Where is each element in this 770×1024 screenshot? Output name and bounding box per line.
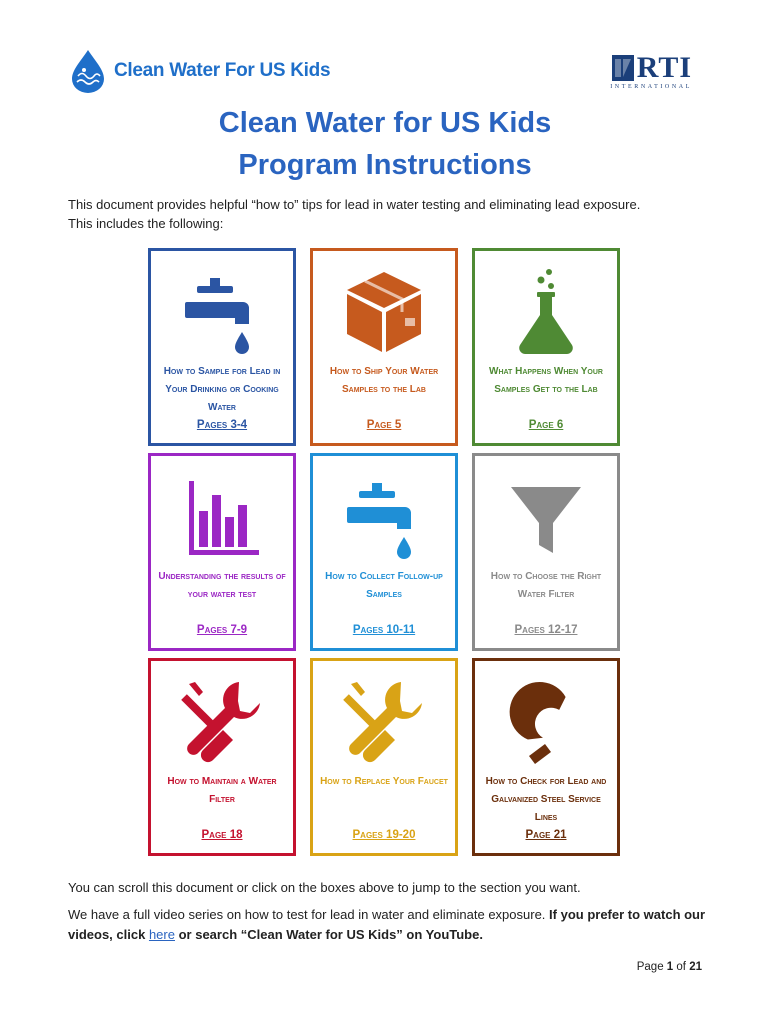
tile-pages-link[interactable]: Page 18 xyxy=(201,829,243,841)
video-bold-text-b: or search “Clean Water for US Kids” on YouTube. xyxy=(178,927,483,942)
page-title xyxy=(0,102,770,186)
intro-line-2: This includes the following: xyxy=(68,216,224,231)
tile-art xyxy=(475,261,617,361)
rti-mark-icon xyxy=(612,55,634,81)
tile-art xyxy=(151,466,293,566)
page-number xyxy=(637,961,702,973)
tile-maintain-filter[interactable] xyxy=(148,658,296,856)
tile-ship-samples[interactable] xyxy=(310,248,458,446)
tile-art xyxy=(313,671,455,771)
tile-pages-link[interactable]: Page 5 xyxy=(366,419,402,431)
tile-replace-faucet[interactable] xyxy=(310,658,458,856)
tile-caption: How to Ship Your Water Samples to the Lab xyxy=(329,366,439,395)
tile-pages-link[interactable]: Pages 7-9 xyxy=(196,624,248,636)
intro-line-1: This document provides helpful “how to” tips for lead in water testing and eliminating lead exposure. xyxy=(68,197,641,212)
youtube-here-link[interactable]: here xyxy=(148,927,175,942)
tile-pages-link[interactable]: Page 6 xyxy=(528,419,564,431)
brand xyxy=(68,48,330,94)
video-bold-text-a: If you prefer to watch our videos, click xyxy=(68,907,706,942)
tile-follow-up-samples[interactable] xyxy=(310,453,458,651)
scroll-text: You can scroll this document or click on the boxes above to jump to the section you want. xyxy=(68,880,581,895)
tile-pages-link[interactable]: Pages 3-4 xyxy=(196,419,248,431)
flask-icon xyxy=(501,266,591,356)
rti-logo-subtext: INTERNATIONAL xyxy=(610,84,692,90)
tile-art xyxy=(313,261,455,361)
page-header xyxy=(68,44,692,96)
tile-art xyxy=(475,466,617,566)
tile-art xyxy=(151,671,293,771)
tile-caption: How to Maintain a Water Filter xyxy=(167,776,277,805)
tile-caption: How to Collect Follow-up Samples xyxy=(325,571,443,600)
title-line-2: Program Instructions xyxy=(238,149,532,181)
tile-caption: How to Choose the Right Water Filter xyxy=(490,571,602,600)
tile-caption: Understanding the results of your water test xyxy=(158,571,286,600)
water-drop-logo-icon xyxy=(68,48,108,94)
total-pages: 21 xyxy=(689,961,702,973)
tile-art xyxy=(475,671,617,771)
of-word: of xyxy=(676,961,686,973)
tile-caption: How to Replace Your Faucet xyxy=(320,776,448,787)
tile-understand-results[interactable] xyxy=(148,453,296,651)
tools-icon xyxy=(339,676,429,766)
tile-art xyxy=(313,466,455,566)
brand-title: Clean Water For US Kids xyxy=(114,60,331,81)
tile-pages-link[interactable]: Page 21 xyxy=(525,829,567,841)
bar-chart-icon xyxy=(177,471,267,561)
video-text: We have a full video series on how to test for lead in water and eliminate exposure. xyxy=(68,907,546,922)
tile-pages-link[interactable]: Pages 10-11 xyxy=(352,624,416,636)
magnet-icon xyxy=(501,676,591,766)
tile-pages-link[interactable]: Pages 12-17 xyxy=(514,624,578,636)
tile-pages-link[interactable]: Pages 19-20 xyxy=(352,829,416,841)
tile-art xyxy=(151,261,293,361)
faucet-icon xyxy=(339,471,429,561)
tile-caption: How to Sample for Lead in Your Drinking or Cooking Water xyxy=(163,366,281,413)
tile-service-lines[interactable] xyxy=(472,658,620,856)
tile-sample-lead[interactable] xyxy=(148,248,296,446)
video-paragraph xyxy=(68,905,708,945)
box-icon xyxy=(339,266,429,356)
tools-icon xyxy=(177,676,267,766)
tile-lab-process[interactable] xyxy=(472,248,620,446)
faucet-icon xyxy=(177,266,267,356)
funnel-icon xyxy=(501,471,591,561)
scroll-instructions xyxy=(68,878,708,898)
page-word: Page xyxy=(636,961,664,973)
tile-caption: What Happens When Your Samples Get to the Lab xyxy=(489,366,603,395)
rti-logo-text: RTI xyxy=(636,51,692,84)
tile-choose-filter[interactable] xyxy=(472,453,620,651)
rti-logo xyxy=(610,51,692,90)
title-line-1: Clean Water for US Kids xyxy=(218,107,552,139)
intro-paragraph xyxy=(68,195,708,233)
tile-caption: How to Check for Lead and Galvanized Steel Service Lines xyxy=(485,776,607,823)
current-page: 1 xyxy=(666,961,674,973)
